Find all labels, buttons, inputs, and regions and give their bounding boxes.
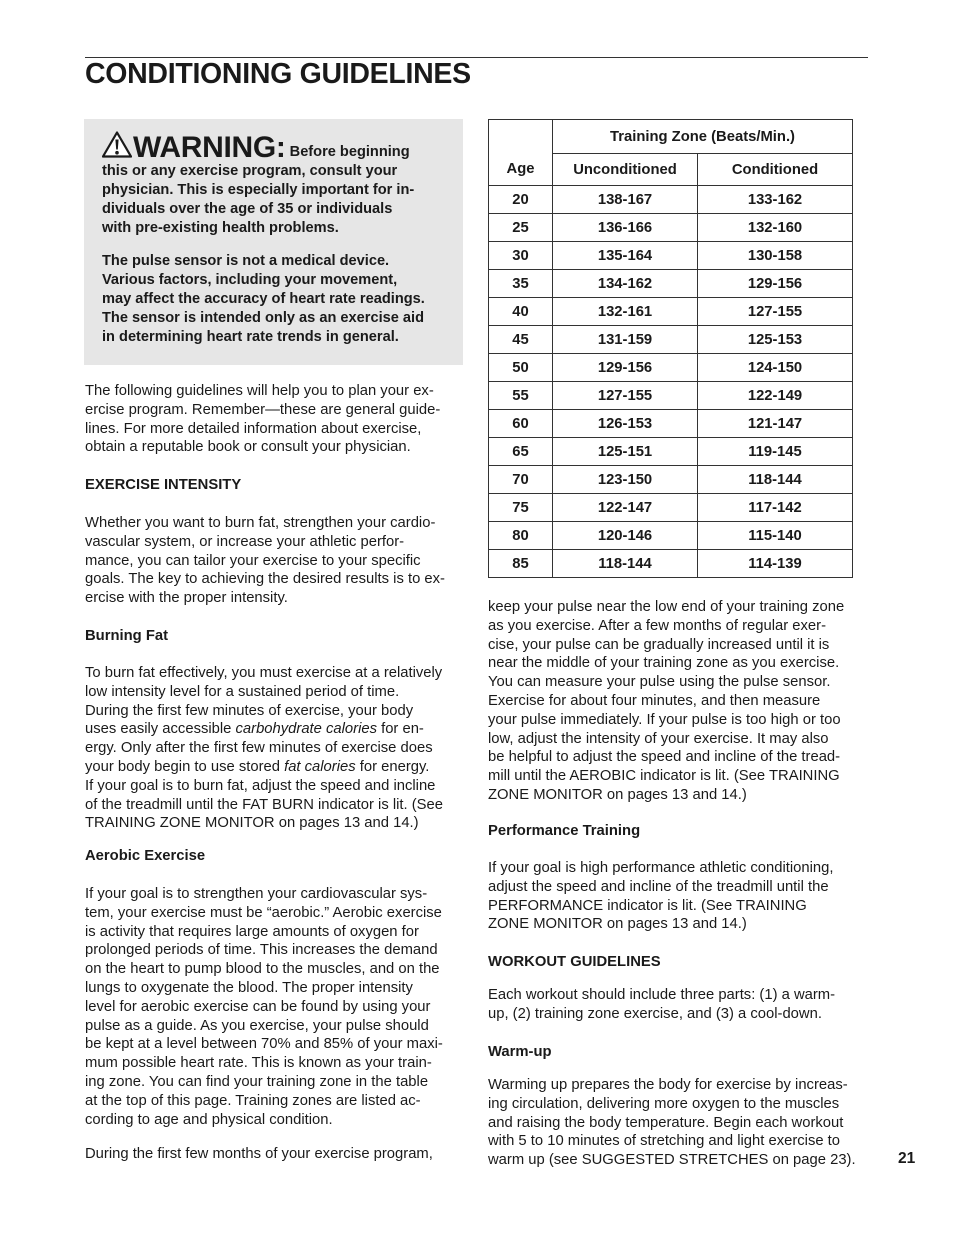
text-line: warm up (see SUGGESTED STRETCHES on page 23). bbox=[488, 1152, 856, 1169]
unconditioned-cell: 132-161 bbox=[553, 298, 698, 326]
conditioned-cell: 129-156 bbox=[698, 270, 853, 298]
age-cell: 70 bbox=[489, 466, 553, 494]
conditioned-cell: 115-140 bbox=[698, 522, 853, 550]
workout-guidelines-paragraph bbox=[488, 986, 870, 1024]
age-cell: 80 bbox=[489, 522, 553, 550]
age-cell: 40 bbox=[489, 298, 553, 326]
warning-text-line: dividuals over the age of 35 or individuals bbox=[102, 200, 393, 217]
aerobic-continuation-line: During the first few months of your exercise program, bbox=[85, 1146, 433, 1162]
table-row bbox=[489, 242, 853, 270]
burning-fat-paragraph bbox=[85, 664, 469, 833]
table-row bbox=[489, 214, 853, 242]
text-line: up, (2) training zone exercise, and (3) a cool-down. bbox=[488, 1005, 822, 1022]
table-row bbox=[489, 270, 853, 298]
text-line: ercise program. Remember—these are general guide- bbox=[85, 401, 441, 418]
text-line: near the middle of your training zone as you exercise. bbox=[488, 655, 840, 672]
pulse-sensor-notice bbox=[102, 252, 452, 347]
text-line: for en- bbox=[376, 721, 424, 738]
unconditioned-cell: 129-156 bbox=[553, 354, 698, 382]
unconditioned-cell: 131-159 bbox=[553, 326, 698, 354]
notice-line: The pulse sensor is not a medical device. bbox=[102, 253, 390, 269]
text-line: TRAINING ZONE MONITOR on pages 13 and 14.) bbox=[85, 815, 419, 832]
unconditioned-cell: 120-146 bbox=[553, 522, 698, 550]
table-corner-cell bbox=[489, 120, 553, 154]
warning-text-line: this or any exercise program, consult your bbox=[102, 162, 398, 179]
text-line: as you exercise. After a few months of regular exer- bbox=[488, 617, 827, 634]
performance-training-paragraph bbox=[488, 859, 870, 934]
text-line: ZONE MONITOR on pages 13 and 14.) bbox=[488, 916, 747, 933]
conditioned-cell: 114-139 bbox=[698, 550, 853, 578]
text-line: Exercise for about four minutes, and then measure bbox=[488, 692, 821, 709]
conditioned-cell: 124-150 bbox=[698, 354, 853, 382]
text-line: is activity that requires large amounts of oxygen for bbox=[85, 923, 419, 940]
text-line: your body begin to use stored bbox=[85, 758, 285, 775]
text-line: Warming up prepares the body for exercise by increas- bbox=[488, 1077, 848, 1093]
conditioned-cell: 117-142 bbox=[698, 494, 853, 522]
unconditioned-cell: 122-147 bbox=[553, 494, 698, 522]
text-line: uses easily accessible bbox=[85, 721, 236, 738]
warning-paragraph bbox=[102, 131, 452, 238]
text-line: mill until the AEROBIC indicator is lit. (See TRAINING bbox=[488, 768, 840, 785]
conditioned-cell: 125-153 bbox=[698, 326, 853, 354]
text-line: To burn fat effectively, you must exercise at a relatively bbox=[85, 665, 443, 681]
warm-up-paragraph bbox=[488, 1076, 870, 1170]
table-row bbox=[489, 438, 853, 466]
text-line: ergy. Only after the first few minutes of exercise does bbox=[85, 740, 433, 757]
warm-up-heading: Warm-up bbox=[488, 1044, 552, 1060]
intro-paragraph bbox=[85, 382, 469, 457]
carbohydrate-calories-term: carbohydrate calories bbox=[235, 721, 377, 738]
performance-training-heading: Performance Training bbox=[488, 823, 641, 839]
text-line: Each workout should include three parts: (1) a warm- bbox=[488, 987, 836, 1003]
text-line: vascular system, or increase your athletic perfor- bbox=[85, 533, 405, 550]
text-line: of the treadmill until the FAT BURN indicator is lit. (See bbox=[85, 796, 444, 813]
text-line: Whether you want to burn fat, strengthen your cardio- bbox=[85, 515, 436, 531]
table-row bbox=[489, 550, 853, 578]
burning-fat-heading: Burning Fat bbox=[85, 628, 169, 644]
text-line: be kept at a level between 70% and 85% of your maxi- bbox=[85, 1036, 443, 1053]
text-line: mum possible heart rate. This is known as your train- bbox=[85, 1055, 432, 1072]
notice-line: Various factors, including your movement, bbox=[102, 271, 398, 288]
text-line: If your goal is to burn fat, adjust the speed and incline bbox=[85, 777, 436, 794]
unconditioned-cell: 127-155 bbox=[553, 382, 698, 410]
text-line: ercise with the proper intensity. bbox=[85, 590, 288, 607]
conditioned-cell: 130-158 bbox=[698, 242, 853, 270]
table-row bbox=[489, 298, 853, 326]
text-line: mance, you can tailor your exercise to your specific bbox=[85, 552, 421, 569]
text-line: lines. For more detailed information about exercise, bbox=[85, 420, 422, 437]
text-line: lungs to oxygenate the blood. The proper intensity bbox=[85, 979, 413, 996]
conditioned-cell: 119-145 bbox=[698, 438, 853, 466]
table-row bbox=[489, 522, 853, 550]
age-cell: 25 bbox=[489, 214, 553, 242]
age-cell: 75 bbox=[489, 494, 553, 522]
text-line: goals. The key to achieving the desired results is to ex- bbox=[85, 571, 445, 588]
conditioned-cell: 132-160 bbox=[698, 214, 853, 242]
page-number: 21 bbox=[898, 1150, 916, 1167]
text-line: pulse as a guide. As you exercise, your pulse should bbox=[85, 1017, 429, 1034]
table-row bbox=[489, 410, 853, 438]
warning-box bbox=[84, 119, 463, 365]
text-line: with 5 to 10 minutes of stretching and light exercise to bbox=[488, 1133, 841, 1150]
unconditioned-cell: 123-150 bbox=[553, 466, 698, 494]
table-row bbox=[489, 354, 853, 382]
unconditioned-column-header: Unconditioned bbox=[553, 154, 698, 186]
text-line: PERFORMANCE indicator is lit. (See TRAINING bbox=[488, 897, 807, 914]
age-cell: 50 bbox=[489, 354, 553, 382]
table-row bbox=[489, 326, 853, 354]
age-cell: 55 bbox=[489, 382, 553, 410]
conditioned-cell: 133-162 bbox=[698, 186, 853, 214]
table-row bbox=[489, 186, 853, 214]
text-line: cording to age and physical condition. bbox=[85, 1111, 333, 1128]
warning-triangle-icon bbox=[102, 131, 132, 158]
text-line: obtain a reputable book or consult your physician. bbox=[85, 439, 411, 456]
training-zone-group-header: Training Zone (Beats/Min.) bbox=[553, 120, 853, 154]
warning-text-line: physician. This is especially important for in- bbox=[102, 181, 415, 198]
age-cell: 45 bbox=[489, 326, 553, 354]
text-line: During the first few minutes of exercise, your body bbox=[85, 702, 414, 719]
text-line: on the heart to pump blood to the muscles, and on the bbox=[85, 961, 440, 978]
workout-guidelines-heading: WORKOUT GUIDELINES bbox=[488, 954, 661, 970]
text-line: ing zone. You can find your training zone in the table bbox=[85, 1073, 429, 1090]
conditioned-cell: 122-149 bbox=[698, 382, 853, 410]
text-line: at the top of this page. Training zones are listed ac- bbox=[85, 1092, 421, 1109]
text-line: level for aerobic exercise can be found by using your bbox=[85, 998, 431, 1015]
training-zone-rows bbox=[489, 186, 853, 578]
exercise-intensity-paragraph bbox=[85, 514, 469, 608]
text-line: your pulse immediately. If your pulse is too high or too bbox=[488, 711, 841, 728]
conditioned-cell: 121-147 bbox=[698, 410, 853, 438]
warning-text-line: with pre-existing health problems. bbox=[102, 219, 339, 236]
text-line: low, adjust the intensity of your exercise. It may also bbox=[488, 730, 829, 747]
text-line: low intensity level for a sustained period of time. bbox=[85, 683, 400, 700]
text-line: adjust the speed and incline of the treadmill until the bbox=[488, 878, 829, 895]
text-line: and raising the body temperature. Begin each workout bbox=[488, 1114, 844, 1131]
warning-title: WARNING: bbox=[133, 131, 286, 164]
text-line: ZONE MONITOR on pages 13 and 14.) bbox=[488, 786, 747, 803]
exercise-intensity-heading: EXERCISE INTENSITY bbox=[85, 477, 242, 493]
text-line: If your goal is to strengthen your cardiovascular sys- bbox=[85, 886, 428, 902]
text-line: cise, your pulse can be gradually increased until it is bbox=[488, 636, 830, 653]
text-line: keep your pulse near the low end of your training zone bbox=[488, 599, 845, 615]
notice-line: may affect the accuracy of heart rate readings. bbox=[102, 290, 425, 307]
conditioned-column-header: Conditioned bbox=[698, 154, 853, 186]
unconditioned-cell: 118-144 bbox=[553, 550, 698, 578]
training-zone-table bbox=[488, 119, 853, 578]
table-row bbox=[489, 494, 853, 522]
age-cell: 65 bbox=[489, 438, 553, 466]
fat-calories-term: fat calories bbox=[284, 758, 356, 775]
age-column-header: Age bbox=[489, 154, 553, 186]
notice-line: in determining heart rate trends in general. bbox=[102, 328, 399, 345]
notice-line: The sensor is intended only as an exercise aid bbox=[102, 309, 424, 326]
text-line: If your goal is high performance athletic conditioning, bbox=[488, 860, 834, 876]
text-line: tem, your exercise must be “aerobic.” Aerobic exercise bbox=[85, 904, 442, 921]
age-cell: 20 bbox=[489, 186, 553, 214]
unconditioned-cell: 135-164 bbox=[553, 242, 698, 270]
age-cell: 60 bbox=[489, 410, 553, 438]
unconditioned-cell: 125-151 bbox=[553, 438, 698, 466]
text-line: ing circulation, delivering more oxygen to the muscles bbox=[488, 1095, 840, 1112]
page-title: CONDITIONING GUIDELINES bbox=[85, 58, 471, 90]
table-row bbox=[489, 466, 853, 494]
aerobic-continued-paragraph bbox=[488, 598, 870, 805]
text-line: be helpful to adjust the speed and incline of the tread- bbox=[488, 749, 841, 766]
unconditioned-cell: 134-162 bbox=[553, 270, 698, 298]
aerobic-exercise-paragraph bbox=[85, 885, 469, 1129]
text-line: The following guidelines will help you to plan your ex- bbox=[85, 383, 434, 399]
unconditioned-cell: 136-166 bbox=[553, 214, 698, 242]
text-line: You can measure your pulse using the pulse sensor. bbox=[488, 674, 831, 691]
table-row bbox=[489, 382, 853, 410]
age-cell: 85 bbox=[489, 550, 553, 578]
conditioned-cell: 127-155 bbox=[698, 298, 853, 326]
age-cell: 30 bbox=[489, 242, 553, 270]
text-line: for energy. bbox=[355, 758, 430, 775]
conditioned-cell: 118-144 bbox=[698, 466, 853, 494]
text-line: prolonged periods of time. This increases the demand bbox=[85, 942, 438, 959]
aerobic-exercise-heading: Aerobic Exercise bbox=[85, 848, 206, 864]
unconditioned-cell: 138-167 bbox=[553, 186, 698, 214]
unconditioned-cell: 126-153 bbox=[553, 410, 698, 438]
warning-text-line: Before beginning bbox=[285, 144, 410, 160]
age-cell: 35 bbox=[489, 270, 553, 298]
